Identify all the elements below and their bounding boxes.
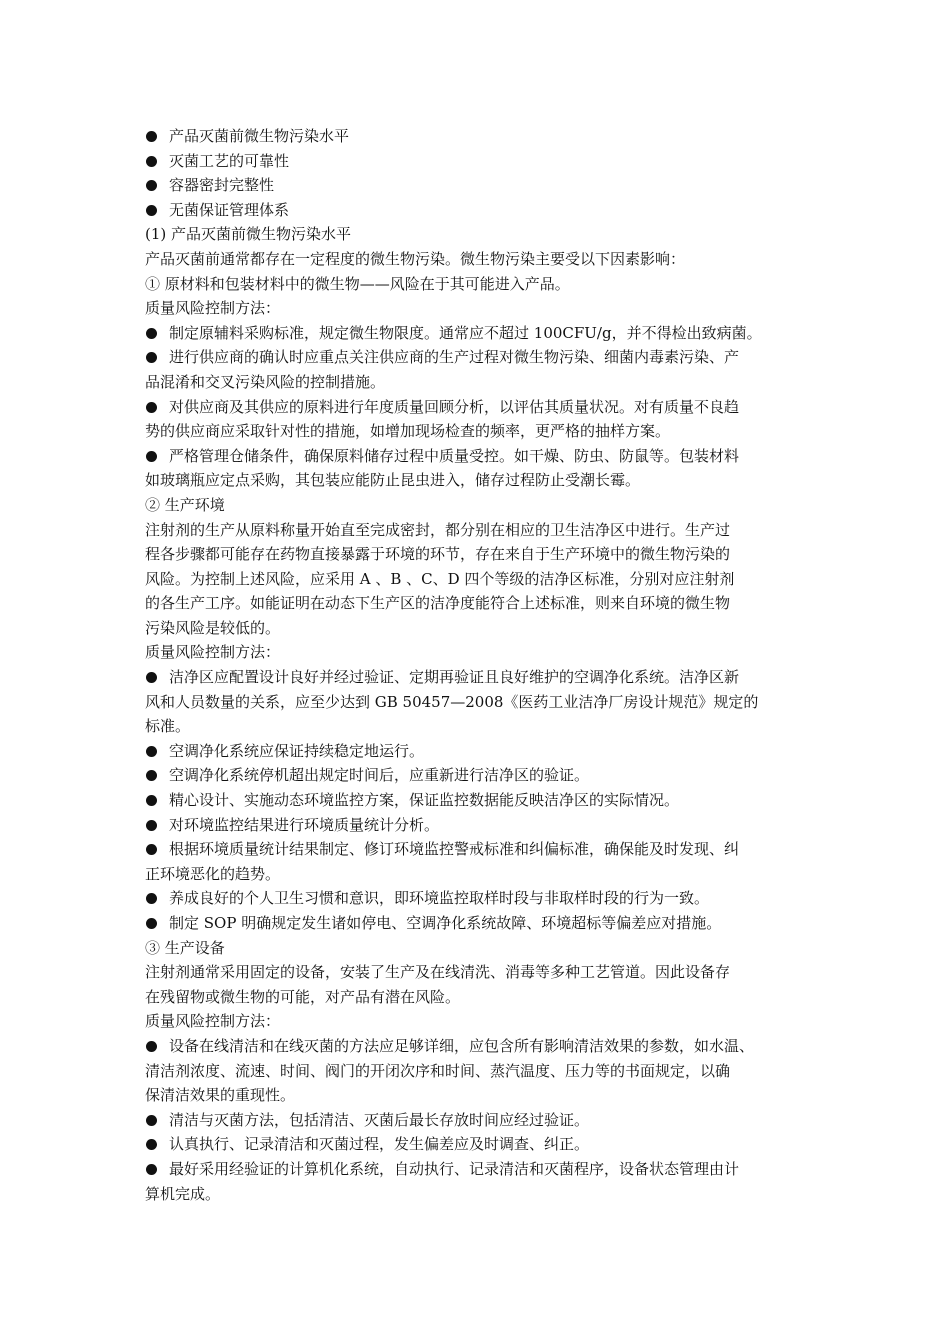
bullet-list-item — [145, 886, 825, 911]
text-line — [145, 960, 825, 985]
line-text: 清洁剂浓度、流速、时间、阀门的开闭次序和时间、蒸汽温度、压力等的书面规定，以确 — [145, 1061, 731, 1080]
bullet-list-item — [145, 173, 825, 198]
bullet-icon — [146, 770, 157, 781]
text-line — [145, 1182, 825, 1207]
text-line — [145, 247, 825, 272]
bullet-list-item — [145, 1132, 825, 1157]
line-text: 对供应商及其供应的原料进行年度质量回顾分析，以评估其质量状况。对有质量不良趋 — [169, 397, 740, 416]
bullet-icon — [146, 205, 157, 216]
line-text: 洁净区应配置设计良好并经过验证、定期再验证且良好维护的空调净化系统。洁净区新 — [169, 668, 740, 687]
bullet-icon — [146, 820, 157, 831]
text-line — [145, 518, 825, 543]
bullet-icon — [146, 156, 157, 167]
text-line — [145, 370, 825, 395]
line-text: 根据环境质量统计结果制定、修订环境监控警戒标准和纠偏标准，确保能及时发现、纠 — [169, 840, 740, 859]
text-line — [145, 640, 825, 665]
text-line — [145, 591, 825, 616]
text-line — [145, 567, 825, 592]
line-text: 空调净化系统停机超出规定时间后，应重新进行洁净区的验证。 — [169, 766, 590, 785]
bullet-list-item — [145, 345, 825, 370]
line-text: 如玻璃瓶应定点采购，其包装应能防止昆虫进入，储存过程防止受潮长霉。 — [145, 471, 641, 490]
line-text: 注射剂通常采用固定的设备，安装了生产及在线清洗、消毒等多种工艺管道。因此设备存 — [145, 963, 731, 982]
bullet-list-item — [145, 321, 825, 346]
text-line — [145, 1059, 825, 1084]
text-line — [145, 222, 825, 247]
bullet-list-item — [145, 1034, 825, 1059]
line-text: 清洁与灭菌方法，包括清洁、灭菌后最长存放时间应经过验证。 — [169, 1110, 590, 1129]
text-line — [145, 714, 825, 739]
line-text: 养成良好的个人卫生习惯和意识，即环境监控取样时段与非取样时段的行为一致。 — [169, 889, 710, 908]
text-line — [145, 419, 825, 444]
line-text: 精心设计、实施动态环境监控方案，保证监控数据能反映洁净区的实际情况。 — [169, 791, 680, 810]
text-line — [145, 272, 825, 297]
line-text: ② 生产环境 — [145, 495, 225, 514]
line-text: 对环境监控结果进行环境质量统计分析。 — [169, 815, 440, 834]
line-text: 质量风险控制方法： — [145, 1012, 281, 1031]
bullet-list-item — [145, 444, 825, 469]
line-text: 算机完成。 — [145, 1184, 221, 1203]
line-text: 认真执行、记录清洁和灭菌过程，发生偏差应及时调查、纠正。 — [169, 1135, 590, 1154]
text-line — [145, 985, 825, 1010]
bullet-icon — [146, 328, 157, 339]
line-text: 严格管理仓储条件，确保原料储存过程中质量受控。如干燥、防虫、防鼠等。包装材料 — [169, 446, 740, 465]
line-text: 灭菌工艺的可靠性 — [169, 151, 290, 170]
line-text: 势的供应商应采取针对性的措施，如增加现场检查的频率，更严格的抽样方案。 — [145, 422, 671, 441]
text-line — [145, 1009, 825, 1034]
line-text: (1) 产品灭菌前微生物污染水平 — [145, 225, 352, 244]
bullet-list-item — [145, 395, 825, 420]
line-text: 注射剂的生产从原料称量开始直至完成密封，都分别在相应的卫生洁净区中进行。生产过 — [145, 520, 731, 539]
line-text: 产品灭菌前微生物污染水平 — [169, 127, 350, 145]
line-text: ③ 生产设备 — [145, 938, 225, 957]
bullet-list-item — [145, 837, 825, 862]
text-line — [145, 542, 825, 567]
text-line — [145, 468, 825, 493]
text-line — [145, 616, 825, 641]
bullet-list-item — [145, 149, 825, 174]
line-text: 进行供应商的确认时应重点关注供应商的生产过程对微生物污染、细菌内毒素污染、产 — [169, 348, 740, 367]
text-line — [145, 296, 825, 321]
bullet-list-item — [145, 665, 825, 690]
line-text: 质量风险控制方法： — [145, 299, 281, 318]
bullet-icon — [146, 1115, 157, 1126]
line-text: 最好采用经验证的计算机化系统，自动执行、记录清洁和灭菌程序，设备状态管理由计 — [169, 1159, 740, 1178]
bullet-list-item — [145, 763, 825, 788]
bullet-icon — [146, 180, 157, 191]
line-text: 制定 SOP 明确规定发生诸如停电、空调净化系统故障、环境超标等偏差应对措施。 — [169, 914, 722, 932]
bullet-list-item — [145, 739, 825, 764]
line-text: 风和人员数量的关系，应至少达到 GB 50457—2008《医药工业洁净厂房设计规范》规定的 — [145, 692, 759, 711]
line-text: 容器密封完整性 — [169, 176, 275, 195]
line-text: 保清洁效果的重现性。 — [145, 1086, 296, 1105]
line-text: 质量风险控制方法： — [145, 643, 281, 662]
line-text: 的各生产工序。如能证明在动态下生产区的洁净度能符合上述标准，则来自环境的微生物 — [145, 594, 731, 613]
line-text: 在残留物或微生物的可能，对产品有潜在风险。 — [145, 987, 461, 1006]
line-text: 风险。为控制上述风险，应采用 A 、B 、C、D 四个等级的洁净区标准，分别对应注射剂 — [145, 569, 735, 588]
bullet-icon — [146, 746, 157, 757]
line-text: 品混淆和交叉污染风险的控制措施。 — [145, 372, 386, 391]
bullet-list-item — [145, 1108, 825, 1133]
line-text: 产品灭菌前通常都存在一定程度的微生物污染。微生物污染主要受以下因素影响： — [145, 249, 686, 268]
text-line — [145, 493, 825, 518]
bullet-icon — [146, 1041, 157, 1052]
line-text: 无菌保证管理体系 — [169, 200, 290, 219]
line-text: 空调净化系统应保证持续稳定地运行。 — [169, 741, 425, 760]
bullet-icon — [146, 352, 157, 363]
line-text: 设备在线清洁和在线灭菌的方法应足够详细，应包含所有影响清洁效果的参数，如水温、 — [169, 1036, 755, 1055]
bullet-list-item — [145, 813, 825, 838]
bullet-list-item — [145, 788, 825, 813]
bullet-list-item — [145, 124, 825, 149]
bullet-icon — [146, 844, 157, 855]
bullet-list-item — [145, 198, 825, 223]
bullet-icon — [146, 131, 157, 142]
text-line — [145, 936, 825, 961]
bullet-icon — [146, 795, 157, 806]
line-text: 标准。 — [145, 717, 191, 736]
text-line — [145, 690, 825, 715]
bullet-list-item — [145, 911, 825, 936]
bullet-icon — [146, 451, 157, 462]
line-text: 正环境恶化的趋势。 — [145, 864, 281, 883]
bullet-icon — [146, 893, 157, 904]
line-text: 程各步骤都可能存在药物直接暴露于环境的环节，存在来自于生产环境中的微生物污染的 — [145, 545, 731, 564]
text-line — [145, 1083, 825, 1108]
document-body — [145, 124, 825, 1206]
line-text: 污染风险是较低的。 — [145, 618, 281, 637]
bullet-icon — [146, 672, 157, 683]
text-line — [145, 862, 825, 887]
line-text: ① 原材料和包装材料中的微生物——风险在于其可能进入产品。 — [145, 274, 570, 293]
bullet-list-item — [145, 1157, 825, 1182]
bullet-icon — [146, 402, 157, 413]
bullet-icon — [146, 1164, 157, 1175]
bullet-icon — [146, 918, 157, 929]
bullet-icon — [146, 1139, 157, 1150]
line-text: 制定原辅料采购标准，规定微生物限度。通常应不超过 100CFU/g，并不得检出致病菌。 — [169, 323, 762, 342]
